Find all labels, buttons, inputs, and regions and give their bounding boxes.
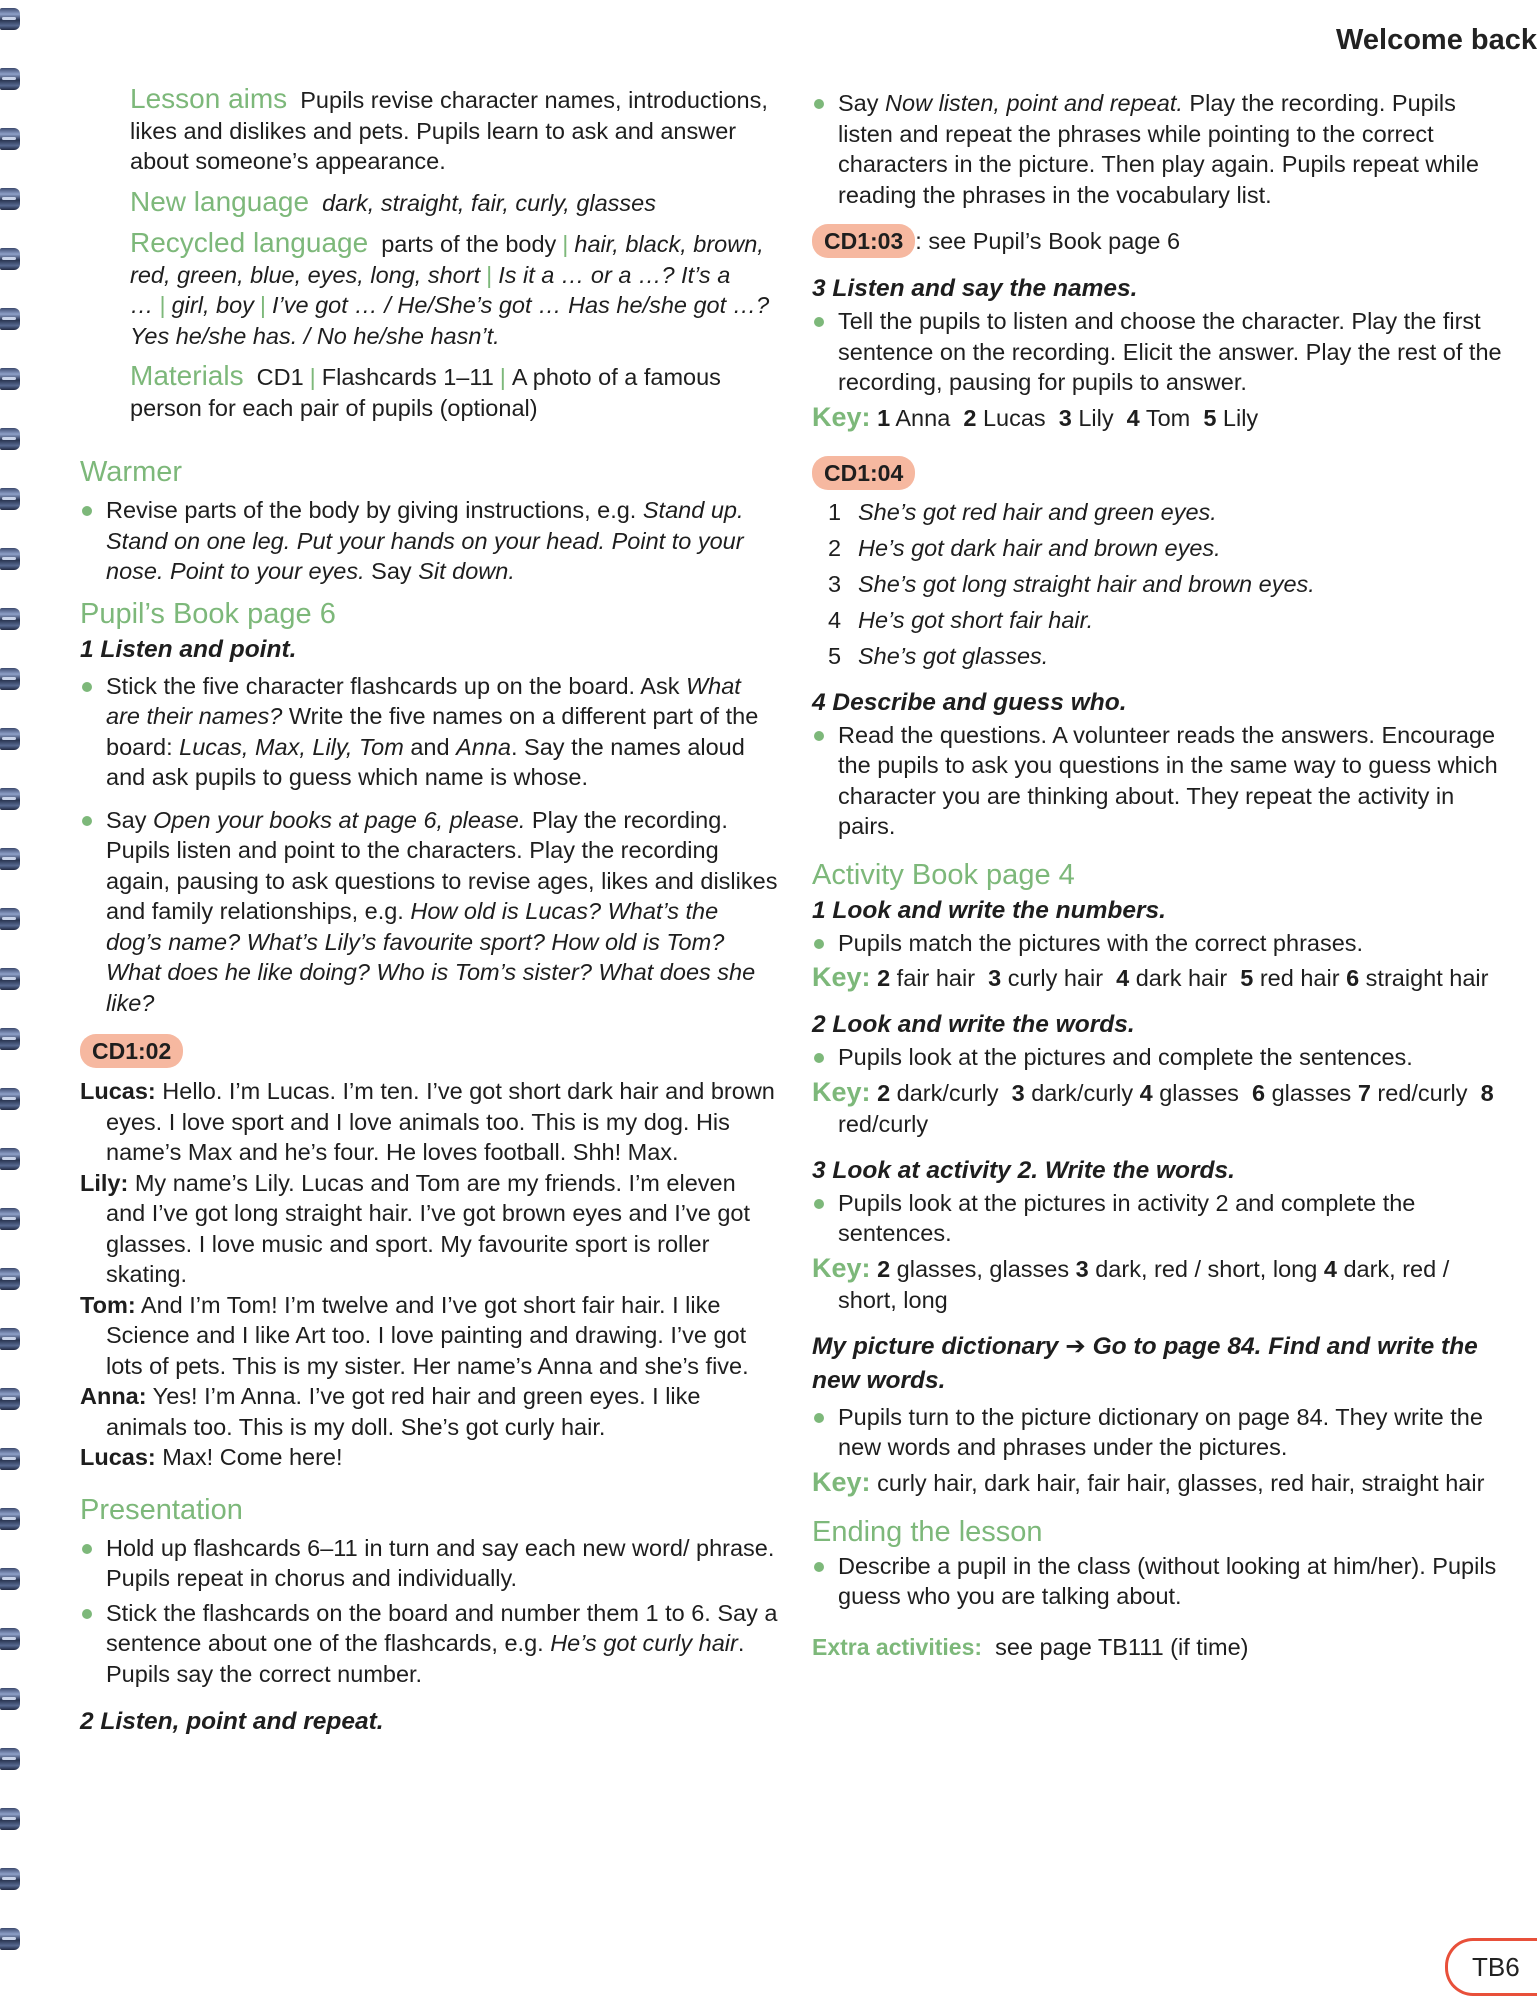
bullet-text: and: [403, 733, 457, 760]
key-number: 4: [1116, 965, 1130, 991]
activity-3-bullet: [812, 1188, 1502, 1249]
binding-ring: [0, 68, 20, 90]
bullet-text: Say: [106, 806, 154, 833]
item-number: 1: [828, 498, 842, 525]
separator: |: [259, 292, 267, 318]
separator: |: [499, 364, 506, 390]
binding-ring: [0, 1088, 20, 1110]
exercise-3-title: 3 Listen and say the names.: [812, 275, 1138, 302]
exercise-4-bullet: [812, 720, 1502, 842]
script-line: [80, 1442, 780, 1473]
materials-item3: A photo of a famous person for each pair of pupils (optional): [130, 364, 721, 421]
script-text: And I’m Tom! I’m twelve and I’ve got short fair hair. I like Science and I like Art too. I love painting and drawing. I’ve got lots of pets. This is my sister. Her name’s Anna and she’s five.: [106, 1291, 749, 1379]
warmer-instructions: Stand up. Stand on one leg. Put your hands on your head. Point to your nose. Point to your eyes.: [106, 497, 744, 584]
key-number: 2: [877, 1255, 891, 1282]
binding-ring: [0, 188, 20, 210]
key-value: Lucas: [982, 404, 1046, 431]
picture-dictionary-bullet: [812, 1402, 1502, 1463]
bullet-text: Play the recording. Pupils listen and point to the characters. Play the recording again, pausing to ask questions to revise ages, likes and dislikes and family relationships, e.g.: [106, 806, 778, 924]
cd-104-list: [812, 494, 1502, 674]
key-number: 5: [1203, 404, 1217, 431]
key-value: Lily: [1222, 404, 1259, 431]
key-label: Key:: [812, 1076, 871, 1107]
list-item: [812, 566, 1502, 602]
list-item: [812, 638, 1502, 674]
speaker: Lily:: [80, 1169, 129, 1196]
bullet-italic: Now listen, point and repeat.: [885, 90, 1183, 116]
bullet-text: . Pupils say the correct number.: [106, 1630, 745, 1687]
binding-ring: [0, 788, 20, 810]
key-value: red hair: [1259, 965, 1340, 991]
exercise-1-title: 1 Listen and point.: [80, 635, 297, 663]
speaker: Lucas:: [80, 1078, 156, 1104]
binding-ring: [0, 1208, 20, 1230]
picture-dictionary-key: [812, 1467, 1502, 1499]
item-number: 2: [828, 534, 842, 561]
exercise-1-bullet: [80, 671, 780, 793]
list-item: [812, 530, 1502, 566]
presentation-bullet: [80, 1533, 780, 1594]
recycled-language-label: Recycled language: [130, 227, 369, 258]
key-number: 7: [1357, 1079, 1371, 1106]
script-text: My name’s Lily. Lucas and Tom are my friends. I’m eleven and I’ve got long straight hair. I’ve got brown eyes and I’ve got glasses. I love music and sport. My favourite sport is roller skating.: [106, 1169, 751, 1287]
key-label: Key:: [812, 1466, 871, 1497]
picture-dictionary-title: [812, 1330, 1502, 1398]
bullet-italic: Open your books at page 6, please.: [153, 806, 526, 833]
separator: |: [562, 231, 569, 257]
binding-ring: [0, 1688, 20, 1710]
activity-2-title: 2 Look and write the words.: [812, 1011, 1135, 1038]
item-number: 3: [828, 570, 842, 597]
bullet-text: Pupils match the pictures with the correct phrases.: [838, 929, 1364, 956]
key-value: dark, red / short, long: [1095, 1255, 1318, 1282]
activity-1-title: 1 Look and write the numbers.: [812, 896, 1166, 924]
materials-item1: CD1: [256, 364, 304, 390]
key-label: Key:: [812, 1252, 871, 1283]
extra-label: Extra activities:: [812, 1633, 983, 1660]
bullet-italic: What are their names?: [106, 672, 741, 729]
binding-ring: [0, 728, 20, 750]
bullet-text: Play the recording. Pupils listen and repeat the phrases while pointing to the correct characters in the picture. Then play again. Pupils repeat while reading the phrases in the vocabulary list.: [838, 90, 1479, 208]
dictionary-title-text: My picture dictionary: [812, 1332, 1059, 1360]
binding-ring: [0, 848, 20, 870]
left-main: [80, 453, 780, 1739]
key-number: 4: [1126, 404, 1140, 431]
key-number: 5: [1240, 965, 1254, 991]
key-value: straight hair: [1365, 965, 1489, 991]
binding-ring: [0, 488, 20, 510]
exercise-2-title: 2 Listen, point and repeat.: [80, 1708, 384, 1735]
key-label: Key:: [812, 962, 871, 992]
key-value: dark/curly: [1031, 1079, 1134, 1106]
binding-ring: [0, 368, 20, 390]
binding-ring: [0, 1808, 20, 1830]
separator: |: [309, 364, 316, 390]
binding-ring: [0, 548, 20, 570]
speaker: Lucas:: [80, 1444, 156, 1470]
bullet-text: Tell the pupils to listen and choose the character. Play the first sentence on the recording. Elicit the answer. Play the rest of the recording, pausing for pupils to answer.: [838, 308, 1502, 395]
cd-text: : see Pupil’s Book page 6: [915, 228, 1181, 254]
lesson-intro: [100, 84, 780, 423]
key-value: glasses: [1271, 1079, 1352, 1106]
key-number: 2: [877, 1079, 891, 1106]
ending-title: Ending the lesson: [812, 1515, 1043, 1548]
key-number: 6: [1346, 965, 1360, 991]
recycled-language: [130, 228, 780, 351]
binding-ring: [0, 1328, 20, 1350]
cd-103-line: [812, 224, 1502, 258]
item-text: He’s got dark hair and brown eyes.: [858, 534, 1221, 561]
exercise-4-title: 4 Describe and guess who.: [812, 688, 1127, 716]
exercise-3-key: [812, 402, 1502, 434]
page-number-tab: [1445, 1938, 1537, 1996]
script-text: Yes! I’m Anna. I’ve got red hair and green eyes. I like animals too. This is my doll. She’s got curly hair.: [106, 1383, 701, 1440]
key-value: red/curly: [1377, 1079, 1468, 1106]
new-language-text: dark, straight, fair, curly, glasses: [322, 189, 657, 216]
lesson-aims: [130, 84, 780, 177]
recycled-language-part5: I’ve got … / He/She’s got … Has he/she got …? Yes he/she has. / No he/she hasn’t.: [130, 292, 770, 349]
warmer-text: Revise parts of the body by giving instructions, e.g.: [106, 497, 643, 523]
bullet-text: Pupils turn to the picture dictionary on page 84. They write the new words and phrases under the pictures.: [838, 1403, 1483, 1460]
binding-ring: [0, 128, 20, 150]
right-column: [812, 88, 1502, 1662]
warmer-title: Warmer: [80, 456, 183, 488]
new-language: [130, 187, 780, 219]
exercise-3-bullet: [812, 306, 1502, 398]
key-value: Anna: [895, 404, 951, 431]
bullet-text: Describe a pupil in the class (without looking at him/her). Pupils guess who you are talking about.: [838, 1552, 1497, 1609]
presentation-title: Presentation: [80, 1493, 243, 1526]
key-value: Lily: [1078, 404, 1114, 431]
audio-script: [80, 1076, 780, 1473]
dictionary-title-text: Go to page 84. Find and write the new words.: [812, 1332, 1478, 1394]
bullet-italic: He’s got curly hair: [550, 1630, 738, 1656]
exercise-2-bullet: [812, 88, 1502, 210]
item-number: 4: [828, 606, 842, 633]
recycled-language-part4: girl, boy: [171, 292, 254, 318]
new-language-label: New language: [130, 185, 310, 217]
bullet-text: Stick the five character flashcards up on the board. Ask: [106, 672, 686, 699]
materials: [130, 361, 780, 423]
binding-ring: [0, 8, 20, 30]
binding-ring: [0, 908, 20, 930]
key-value: dark/curly: [896, 1079, 999, 1106]
bullet-text: Read the questions. A volunteer reads the answers. Encourage the pupils to ask you questions in the same way to guess which character you are thinking about. They repeat the activity in pairs.: [838, 721, 1498, 839]
key-number: 4: [1323, 1255, 1337, 1282]
recycled-language-part1: parts of the body: [381, 231, 557, 257]
binding-ring: [0, 428, 20, 450]
key-number: 3: [1011, 1079, 1025, 1106]
key-number: 6: [1251, 1079, 1266, 1106]
materials-label: Materials: [130, 360, 244, 391]
warmer-text: Say: [364, 558, 419, 584]
exercise-1-bullet: [80, 805, 780, 1019]
key-value: glasses, glasses: [896, 1255, 1070, 1282]
lesson-aims-label: Lesson aims: [130, 83, 288, 114]
bullet-text: Hold up flashcards 6–11 in turn and say each new word/ phrase. Pupils repeat in chorus and individually.: [106, 1534, 775, 1591]
extra-activities: [812, 1632, 1502, 1663]
key-value: curly hair, dark hair, fair hair, glasses, red hair, straight hair: [877, 1469, 1485, 1496]
key-value: Tom: [1145, 404, 1191, 431]
script-text: Hello. I’m Lucas. I’m ten. I’ve got short dark hair and brown eyes. I love sport and I love animals too. This is my dog. His name’s Max and he’s four. He loves football. Shh! Max.: [106, 1078, 775, 1165]
binding-ring: [0, 1628, 20, 1650]
key-number: 1: [877, 404, 891, 431]
binding-ring: [0, 1388, 20, 1410]
activity-1-key: [812, 962, 1502, 994]
recycled-language-part2: hair, black, brown, red, green, blue, eyes, long, short: [130, 231, 764, 288]
presentation-bullet: [80, 1598, 780, 1690]
key-number: 8: [1480, 1079, 1494, 1106]
bullet-text: Write the five names on a different part of the board:: [106, 703, 759, 760]
activity-1-bullet: [812, 928, 1502, 959]
speaker: Tom:: [80, 1291, 136, 1318]
bullet-italic: How old is Lucas? What’s the dog’s name? What’s Lily’s favourite sport? How old is Tom? What does he like doing? Who is Tom’s sister? What does she like?: [106, 898, 756, 1016]
binding-ring: [0, 608, 20, 630]
activity-2-key: [812, 1077, 1502, 1140]
cd-badge-wrap: [812, 456, 1502, 490]
bullet-italic: Lucas, Max, Lily, Tom: [179, 733, 404, 760]
bullet-text: . Say the names aloud and ask pupils to guess which name is whose.: [106, 733, 745, 790]
materials-item2: Flashcards 1–11: [321, 364, 494, 390]
key-value: glasses: [1159, 1079, 1239, 1106]
cd-badge-wrap: [80, 1034, 780, 1068]
key-value: curly hair: [1007, 965, 1104, 991]
script-line: [80, 1290, 780, 1382]
binding-ring: [0, 1868, 20, 1890]
binding-ring: [0, 1568, 20, 1590]
key-value: fair hair: [896, 965, 976, 991]
key-number: 3: [1075, 1255, 1089, 1282]
page-number: TB6: [1472, 1952, 1520, 1982]
warmer-bullet: [80, 495, 780, 587]
item-text: She’s got long straight hair and brown eyes.: [858, 570, 1315, 597]
key-number: 4: [1139, 1079, 1153, 1106]
activity-2-bullet: [812, 1042, 1502, 1073]
warmer-instruction: Sit down.: [418, 558, 515, 584]
lesson-aims-text: Pupils revise character names, introductions, likes and dislikes and pets. Pupils learn to ask and answer about someone’s appearance.: [130, 87, 768, 174]
key-number: 3: [988, 965, 1002, 991]
binding-ring: [0, 248, 20, 270]
cd-track-badge: CD1:04: [812, 456, 915, 490]
list-item: [812, 494, 1502, 530]
page-header-title: Welcome back: [1336, 24, 1537, 56]
list-item: [812, 602, 1502, 638]
binding-ring: [0, 1148, 20, 1170]
key-number: 2: [877, 965, 891, 991]
binding-ring: [0, 1448, 20, 1470]
script-text: Max! Come here!: [155, 1444, 343, 1470]
separator: |: [159, 292, 166, 318]
item-number: 5: [828, 642, 842, 669]
binding-ring: [0, 1748, 20, 1770]
left-column: [80, 83, 780, 1739]
key-value: dark hair: [1135, 965, 1228, 991]
key-value: dark, red / short, long: [838, 1255, 1450, 1313]
spiral-binding: [0, 0, 22, 2000]
binding-ring: [0, 1268, 20, 1290]
recycled-language-part3: Is it a … or a …? It’s a …: [130, 261, 731, 318]
item-text: She’s got red hair and green eyes.: [858, 498, 1217, 525]
binding-ring: [0, 308, 20, 330]
bullet-text: Stick the flashcards on the board and number them 1 to 6. Say a sentence about one of the flashcards, e.g.: [106, 1599, 778, 1656]
script-line: [80, 1168, 780, 1290]
binding-ring: [0, 1028, 20, 1050]
item-text: He’s got short fair hair.: [858, 606, 1094, 633]
binding-ring: [0, 968, 20, 990]
separator: |: [486, 261, 493, 288]
script-line: [80, 1381, 780, 1442]
key-number: 2: [963, 404, 977, 431]
activity-3-key: [812, 1253, 1502, 1316]
speaker: Anna:: [80, 1383, 147, 1409]
binding-ring: [0, 1508, 20, 1530]
script-line: [80, 1076, 780, 1168]
activity-3-title: 3 Look at activity 2. Write the words.: [812, 1156, 1235, 1184]
cd-track-badge: CD1:02: [80, 1034, 183, 1068]
binding-ring: [0, 1928, 20, 1950]
activity-book-title: Activity Book page 4: [812, 858, 1075, 891]
extra-text: see page TB111 (if time): [995, 1633, 1249, 1660]
item-text: She’s got glasses.: [858, 642, 1049, 669]
arrow-right-icon: ➔: [1065, 1332, 1086, 1360]
binding-ring: [0, 668, 20, 690]
key-number: 3: [1058, 404, 1072, 431]
pupils-book-title: Pupil’s Book page 6: [80, 597, 336, 630]
ending-bullet: [812, 1551, 1502, 1612]
bullet-text: Say: [838, 90, 886, 116]
bullet-text: Pupils look at the pictures and complete the sentences.: [838, 1044, 1413, 1070]
bullet-text: Pupils look at the pictures in activity 2 and complete the sentences.: [838, 1189, 1416, 1246]
key-value: red/curly: [838, 1110, 929, 1137]
key-label: Key:: [812, 401, 871, 432]
cd-track-badge: CD1:03: [812, 224, 915, 258]
bullet-italic: Anna: [456, 733, 511, 760]
